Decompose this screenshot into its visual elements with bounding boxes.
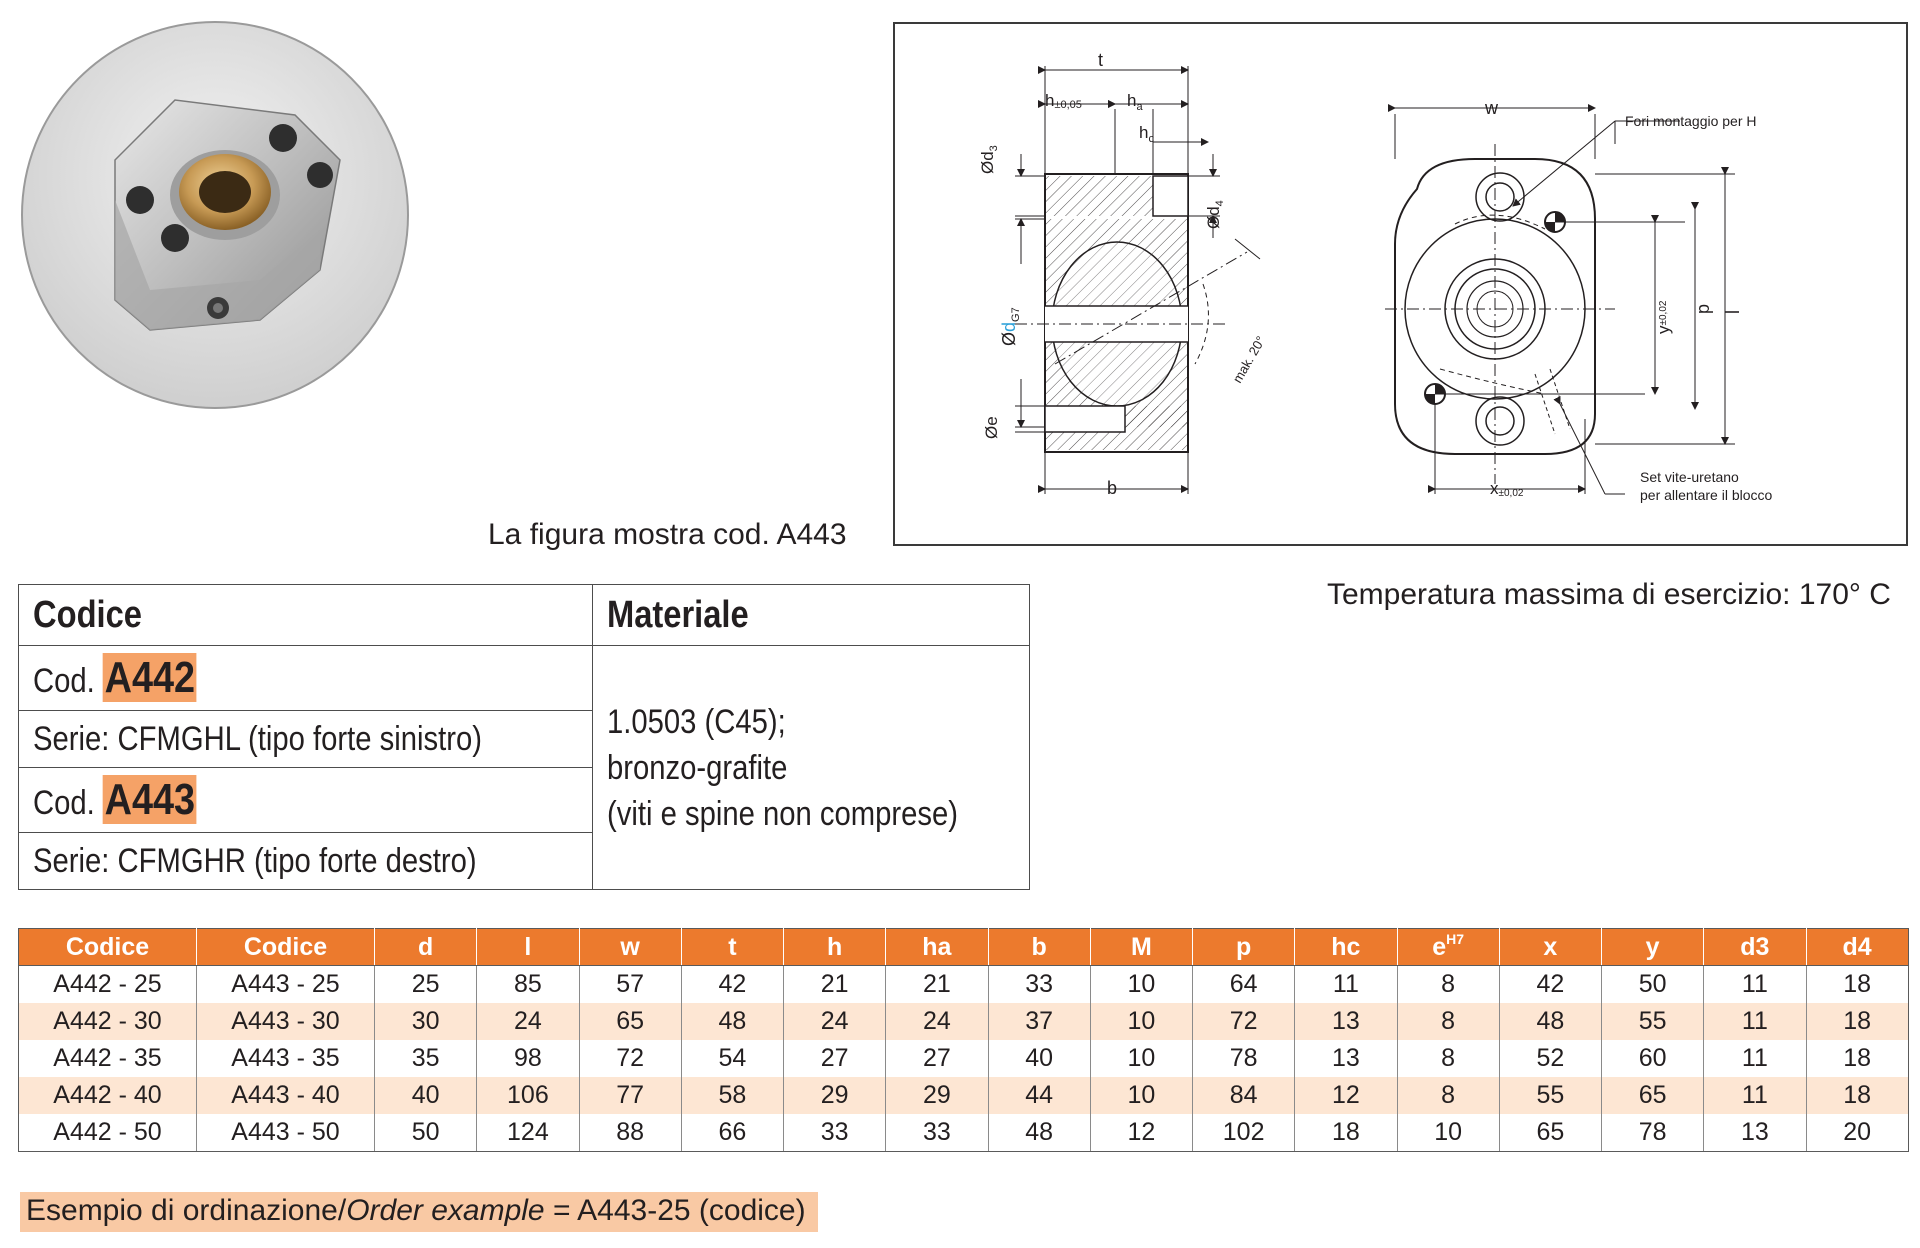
dim-label-ha-sub: a [1136,101,1143,113]
col-header: h [784,929,886,966]
series-cell-a442: Serie: CFMGHL (tipo forte sinistro) [19,711,593,768]
table-cell: A443 - 30 [197,1003,375,1040]
table-cell: 98 [477,1040,579,1077]
callout-fori: Fori montaggio per H [1625,113,1757,129]
order-example: Esempio di ordinazione/Order example = A443-25 (codice) [20,1192,818,1232]
table-cell: 12 [1295,1077,1397,1114]
svg-text:hc [1139,123,1154,145]
table-cell: 25 [375,966,477,1004]
col-header: d3 [1704,929,1806,966]
table-cell: 10 [1090,1077,1192,1114]
table-cell: 124 [477,1114,579,1152]
table-cell: 40 [375,1077,477,1114]
col-header: t [681,929,783,966]
table-cell: 8 [1397,1077,1499,1114]
table-cell: 27 [784,1040,886,1077]
table-cell: 8 [1397,966,1499,1004]
table-cell: 24 [886,1003,988,1040]
table-cell: 52 [1499,1040,1601,1077]
col-header: p [1193,929,1295,966]
dim-label-p: p [1693,303,1713,314]
table-cell: 88 [579,1114,681,1152]
dim-label-h-tol: ±0,05 [1054,99,1082,111]
dim-label-y-tol: ±0,02 [1658,300,1669,326]
table-cell: 65 [1499,1114,1601,1152]
table-cell: A442 - 25 [19,966,197,1004]
table-cell: 29 [886,1077,988,1114]
dim-label-ha: h [1127,91,1137,110]
table-cell: 8 [1397,1003,1499,1040]
col-header: Codice [197,929,375,966]
table-cell: 18 [1806,1040,1908,1077]
col-header-e: $e^{H7}$ [1397,929,1499,966]
table-cell: 106 [477,1077,579,1114]
table-cell: A443 - 50 [197,1114,375,1152]
table-cell: 35 [375,1040,477,1077]
material-line-1: 1.0503 (C45); [606,702,786,741]
dim-label-hc: h [1139,123,1149,142]
table-cell: 54 [681,1040,783,1077]
svg-text:h±0,05 [1045,91,1082,111]
table-cell: 102 [1193,1114,1295,1152]
callout-set-screw-line1: Set vite-uretano [1640,469,1739,485]
series-cell-a443: Serie: CFMGHR (tipo forte destro) [19,833,593,890]
dim-label-h: h [1045,91,1055,110]
table-cell: 66 [681,1114,783,1152]
col-header: M [1090,929,1192,966]
table-cell: 40 [988,1040,1090,1077]
table-cell: 18 [1806,1077,1908,1114]
dim-label-w: w [1485,98,1498,118]
table-cell: 60 [1602,1040,1704,1077]
table-cell: 58 [681,1077,783,1114]
table-cell: 10 [1397,1114,1499,1152]
table-cell: 11 [1704,1003,1806,1040]
table-row [19,966,1909,1004]
dim-label-d3: Ød [978,151,997,174]
dim-label-t: t [1098,50,1104,70]
table-cell: 13 [1704,1114,1806,1152]
table-cell: 11 [1704,1077,1806,1114]
table-cell: 78 [1193,1040,1295,1077]
table-cell: A442 - 40 [19,1077,197,1114]
col-header: ha [886,929,988,966]
table-cell: 13 [1295,1040,1397,1077]
header-materiale: Materiale [592,585,1029,646]
svg-text:y±0,02 [1654,300,1673,334]
table-cell: 10 [1090,1040,1192,1077]
dim-label-y: y [1654,325,1673,334]
table-cell: 48 [988,1114,1090,1152]
table-cell: 24 [477,1003,579,1040]
material-line-3: (viti e spine non comprese) [606,794,958,833]
table-cell: 44 [988,1077,1090,1114]
table-cell: 18 [1806,966,1908,1004]
table-cell: 20 [1806,1114,1908,1152]
col-header: d4 [1806,929,1908,966]
table-cell: A442 - 50 [19,1114,197,1152]
col-header: Codice [19,929,197,966]
table-cell: 65 [1602,1077,1704,1114]
technical-drawing [893,22,1908,546]
svg-text:ha [1127,91,1143,113]
code-badge-a443: A443 [104,775,196,824]
table-cell: 78 [1602,1114,1704,1152]
svg-text:x±0,02 [1490,479,1524,499]
dim-label-d4: Ød [1204,206,1223,229]
table-row [19,1040,1909,1077]
table-cell: 37 [988,1003,1090,1040]
table-cell: A442 - 30 [19,1003,197,1040]
table-cell: 10 [1090,966,1192,1004]
table-cell: 33 [886,1114,988,1152]
table-cell: 29 [784,1077,886,1114]
code-cell-a443: Cod. A443 [19,768,593,833]
material-line-2: bronzo-grafite [606,748,788,787]
dim-label-x: x [1490,479,1499,498]
material-cell [592,646,1029,890]
dim-label-e: Øe [982,416,1001,439]
col-header: l [477,929,579,966]
table-cell: 85 [477,966,579,1004]
dim-label-x-tol: ±0,02 [1498,488,1524,499]
figure-caption: La figura mostra cod. A443 [488,518,847,551]
dim-label-d3-sub: 3 [988,145,1000,152]
col-header: x [1499,929,1601,966]
table-cell: 21 [886,966,988,1004]
table-cell: 12 [1090,1114,1192,1152]
table-cell: 48 [1499,1003,1601,1040]
dim-label-d-prefix: Ø [999,331,1019,346]
table-cell: A443 - 35 [197,1040,375,1077]
table-cell: 13 [1295,1003,1397,1040]
table-row [19,1114,1909,1152]
svg-text:Ød3 [978,145,1000,174]
dimension-table [18,928,1909,1152]
dim-label-d: d [999,321,1019,332]
dim-label-d4-sub: 4 [1214,200,1226,207]
table-cell: 10 [1090,1003,1192,1040]
table-cell: 65 [579,1003,681,1040]
col-header: y [1602,929,1704,966]
dim-label-angle: mak. 20° [1229,333,1269,386]
table-row [19,1003,1909,1040]
table-cell: A443 - 40 [197,1077,375,1114]
table-cell: 30 [375,1003,477,1040]
col-header: hc [1295,929,1397,966]
table-cell: 27 [886,1040,988,1077]
table-cell: 11 [1295,966,1397,1004]
material-table [18,584,1030,890]
table-cell: 18 [1295,1114,1397,1152]
table-cell: 50 [1602,966,1704,1004]
table-cell: 64 [1193,966,1295,1004]
table-cell: 18 [1806,1003,1908,1040]
table-cell: 55 [1602,1003,1704,1040]
table-cell: 42 [681,966,783,1004]
table-row [19,1077,1909,1114]
table-cell: 11 [1704,1040,1806,1077]
table-cell: 55 [1499,1077,1601,1114]
dim-label-b: b [1107,478,1118,498]
temperature-note: Temperatura massima di esercizio: 170° C [1327,578,1891,611]
table-cell: 72 [579,1040,681,1077]
callout-set-screw-line2: per allentare il blocco [1640,487,1773,503]
dimension-table-header [19,929,1909,966]
svg-text:Ød4 [1204,200,1226,229]
table-cell: 33 [988,966,1090,1004]
table-cell: 84 [1193,1077,1295,1114]
svg-text:ØdG7 [999,307,1022,346]
table-cell: 33 [784,1114,886,1152]
table-cell: 77 [579,1077,681,1114]
table-cell: 21 [784,966,886,1004]
code-cell-a442: Cod. A442 [19,646,593,711]
table-cell: 42 [1499,966,1601,1004]
table-cell: 48 [681,1003,783,1040]
col-header: b [988,929,1090,966]
table-cell: 57 [579,966,681,1004]
col-header: d [375,929,477,966]
table-cell: 50 [375,1114,477,1152]
table-cell: A442 - 35 [19,1040,197,1077]
header-codice: Codice [19,585,593,646]
dim-label-hc-sub: c [1148,133,1154,145]
code-badge-a442: A442 [104,653,196,702]
table-cell: 24 [784,1003,886,1040]
table-cell: 72 [1193,1003,1295,1040]
col-header: w [579,929,681,966]
dim-label-l: l [1723,310,1743,314]
dim-label-d-tol: G7 [1010,307,1022,322]
table-cell: 8 [1397,1040,1499,1077]
table-cell: A443 - 25 [197,966,375,1004]
product-photo [20,20,410,410]
table-cell: 11 [1704,966,1806,1004]
